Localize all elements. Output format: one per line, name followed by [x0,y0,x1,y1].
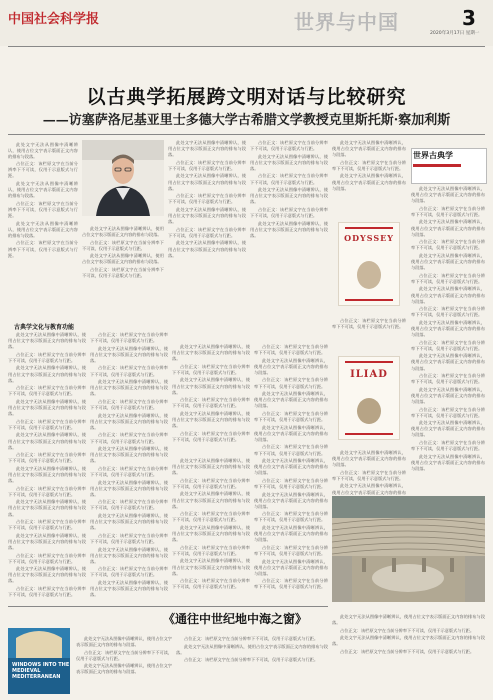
paragraph: 此处文字无法从图像中清晰辨认，使用占位文字表示版面正文内容的排布与段落。 [411,286,485,304]
paragraph: 占位正文：该栏原文字在当前分辨率下不可读，仅用于示意版式与行距。 [90,465,168,477]
paragraph: 此处文字无法从图像中清晰辨认，使用占位文字表示版面正文内容的排布与段落。 [168,173,246,191]
portrait-image [82,140,164,216]
paragraph: 占位正文：该栏原文字在当前分辨率下不可读，仅用于示意版式与行距。 [332,469,406,481]
paragraph: 此处文字无法从图像中清晰辨认，使用占位文字表示版面正文内容的排布与段落。 [254,558,328,576]
paragraph: 此处文字无法从图像中清晰辨认，使用占位文字表示版面正文内容的排布与段落。 [90,513,168,531]
paragraph: 占位正文：该栏原文字在当前分辨率下不可读，仅用于示意版式与行距。 [90,398,168,411]
paragraph: 此处文字无法从图像中清晰辨认，使用占位文字表示版面正文内容的排布与段落。 [332,614,485,626]
column-3-mid [172,344,250,444]
column-4-lower [254,344,328,604]
paragraph: 此处文字无法从图像中清晰辨认，使用占位文字表示版面正文内容的排布与段落。 [411,319,485,338]
paragraph: 此处文字无法从图像中清晰辨认，使用占位文字表示版面正文内容的排布与段落。 [332,635,485,647]
theater-photo [332,496,485,602]
paragraph: 此处文字无法从图像中清晰辨认，使用占位文字表示版面正文内容的排布与段落。 [172,524,250,543]
paragraph: 占位正文：该栏原文字在当前分辨率下不可读，仅用于示意版式与行距。 [8,485,86,497]
paragraph: 占位正文：该栏原文字在当前分辨率下不可读，仅用于示意版式与行距。 [411,272,485,284]
paragraph: 占位正文：该栏原文字在当前分辨率下不可读，仅用于示意版式与行距。 [90,499,168,511]
iliad-title: ILIAD [350,369,388,380]
paragraph: 占位正文：该栏原文字在当前分辨率下不可读，仅用于示意版式与行距。 [8,519,86,531]
column-3-lower [172,458,250,604]
paragraph: 此处文字无法从图像中清晰辨认，使用占位文字表示版面正文内容的排布与段落。 [90,379,168,397]
review-column-3 [332,614,485,696]
paragraph: 此处文字无法从图像中清晰辨认，使用占位文字表示版面正文内容的排布与段落。 [250,220,328,238]
paragraph: 此处文字无法从图像中清晰辨认，使用占位文字表示版面正文内容的排布与段落。 [172,410,250,429]
paragraph: 占位正文：该栏原文字在当前分辨率下不可读，仅用于示意版式与行距。 [172,363,250,375]
paragraph: 占位正文：该栏原文字在当前分辨率下不可读，仅用于示意版式与行距。 [90,365,168,377]
paragraph: 占位正文：该栏原文字在当前分辨率下不可读，仅用于示意版式与行距。 [172,544,250,556]
paragraph: 此处文字无法从图像中清晰辨认，使用占位文字表示版面正文内容的排布与段落。 [254,525,328,543]
paragraph: 此处文字无法从图像中清晰辨认，使用占位文字表示版面正文内容的排布与段落。 [168,240,246,258]
paragraph: 此处文字无法从图像中清晰辨认，使用占位文字表示版面正文内容的排布与段落。 [250,187,328,205]
paragraph: 此处文字无法从图像中清晰辨认，使用占位文字表示版面正文内容的排布与段落。 [8,499,86,517]
paragraph: 占位正文：该栏原文字在当前分辨率下不可读，仅用于示意版式与行距。 [172,430,250,442]
paragraph: 此处文字无法从图像中清晰辨认，使用占位文字表示版面正文内容的排布与段落。 [411,353,485,371]
subheadline: ——访塞萨洛尼基亚里士多德大学古希腊文学教授克里斯托斯·察加利斯 [42,113,451,128]
paragraph: 此处文字无法从图像中清晰辨认，使用占位文字表示版面正文内容的排布与段落。 [76,663,172,675]
paragraph: 占位正文：该栏原文字在当前分辨率下不可读，仅用于示意版式与行距。 [411,306,485,318]
paragraph: 占位正文：该栏原文字在当前分辨率下不可读，仅用于示意版式与行距。 [90,566,168,578]
paragraph: 此处文字无法从图像中清晰辨认，使用占位文字表示版面正文内容的排布与段落。 [8,566,86,584]
paragraph: 此处文字无法从图像中清晰辨认，使用占位文字表示版面正文内容的排布与段落。 [168,140,246,158]
paragraph: 此处文字无法从图像中清晰辨认，使用占位文字表示版面正文内容的排布与段落。 [172,491,250,509]
paragraph: 占位正文：该栏原文字在当前分辨率下不可读，仅用于示意版式与行距。 [184,636,319,641]
headline: 以古典学拓展跨文明对话与比较研究 [86,86,407,108]
section-title: 世界与中国 [294,10,399,34]
sidebar-accent-bar [413,164,461,167]
column-5-top [332,140,406,220]
paragraph: 占位正文：该栏原文字在当前分辨率下不可读，仅用于示意版式与行距。 [254,477,328,489]
paragraph: 此处文字无法从图像中清晰辨认，使用占位文字表示版面正文内容的排布与段落。 [411,219,485,237]
book-review-title: 《通往中世纪地中海之窗》 [163,612,308,626]
paragraph: 此处文字无法从图像中清晰辨认，使用占位文字表示版面正文内容的排布与段落。 [76,636,172,648]
paragraph: 占位正文：该栏原文字在当前分辨率下不可读，仅用于示意版式与行距。 [411,339,485,351]
column-4 [250,140,328,340]
paragraph: 此处文字无法从图像中清晰辨认，使用占位文字表示版面正文内容的排布与段落。 [332,173,406,191]
page-number: 3 [462,6,476,30]
paragraph: 此处文字无法从图像中清晰辨认，使用占位文字表示版面正文内容的排布与段落。 [8,465,86,484]
paragraph: 此处文字无法从图像中清晰辨认，使用占位文字表示版面正文内容的排布与段落。 [8,181,78,199]
paragraph: 占位正文：该栏原文字在当前分辨率下不可读，仅用于示意版式与行距。 [254,578,328,590]
paragraph: 此处文字无法从图像中清晰辨认，使用占位文字表示版面正文内容的排布与段落。 [168,206,246,225]
paragraph: 占位正文：该栏原文字在当前分辨率下不可读，仅用于示意版式与行距。 [90,532,168,544]
paragraph: 此处文字无法从图像中清晰辨认，使用占位文字表示版面正文内容的排布与段落。 [90,479,168,497]
paragraph: 占位正文：该栏原文字在当前分辨率下不可读，仅用于示意版式与行距。 [254,444,328,456]
paragraph: 占位正文：该栏原文字在当前分辨率下不可读，仅用于示意版式与行距。 [172,397,250,409]
paragraph: 此处文字无法从图像中清晰辨认，使用占位文字表示版面正文内容的排布与段落。 [176,643,328,655]
paragraph: 占位正文：该栏原文字在当前分辨率下不可读，仅用于示意版式与行距。 [172,511,250,523]
paragraph: 此处文字无法从图像中清晰辨认，使用占位文字表示版面正文内容的排布与段落。 [411,186,485,204]
paragraph: 占位正文：该栏原文字在当前分辨率下不可读，仅用于示意版式与行距。 [8,586,86,598]
paragraph: 占位正文：该栏原文字在当前分辨率下不可读，仅用于示意版式与行距。 [250,206,328,219]
column-5-mid [332,318,406,352]
paragraph: 此处文字无法从图像中清晰辨认，使用占位文字表示版面正文内容的排布与段落。 [8,332,86,350]
review-column-1 [76,636,172,696]
paragraph: 占位正文：该栏原文字在当前分辨率下不可读，仅用于示意版式与行距。 [8,351,86,363]
paragraph: 占位正文：该栏原文字在当前分辨率下不可读，仅用于示意版式与行距。 [8,385,86,397]
paragraph: 占位正文：该栏原文字在当前分辨率下不可读，仅用于示意版式与行距。 [168,226,246,238]
paragraph: 此处文字无法从图像中清晰辨认，使用占位文字表示版面正文内容的排布与段落。 [411,420,485,438]
odyssey-book-cover [338,222,400,306]
paragraph: 此处文字无法从图像中清晰辨认，使用占位文字表示版面正文内容的排布与段落。 [172,344,250,362]
paragraph: 此处文字无法从图像中清晰辨认，使用占位文字表示版面正文内容的排布与段落。 [8,398,86,417]
paragraph: 此处文字无法从图像中清晰辨认，使用占位文字表示版面正文内容的排布与段落。 [411,386,485,404]
paragraph: 占位正文：该栏原文字在当前分辨率下不可读，仅用于示意版式与行距。 [8,552,86,564]
odyssey-title: ODYSSEY [344,233,394,243]
column-1 [8,140,78,320]
paragraph: 此处文字无法从图像中清晰辨认，使用占位文字表示版面正文内容的排布与段落。 [82,226,164,238]
paragraph: 占位正文：该栏原文字在当前分辨率下不可读，仅用于示意版式与行距。 [332,159,406,171]
paragraph: 此处文字无法从图像中清晰辨认，使用占位文字表示版面正文内容的排布与段落。 [250,153,328,171]
paragraph: 占位正文：该栏原文字在当前分辨率下不可读，仅用于示意版式与行距。 [8,240,78,258]
bottom-rule [8,606,328,607]
paragraph: 占位正文：该栏原文字在当前分辨率下不可读，仅用于示意版式与行距。 [340,627,475,633]
paragraph: 此处文字无法从图像中清晰辨认，使用占位文字表示版面正文内容的排布与段落。 [254,391,328,409]
paragraph: 占位正文：该栏原文字在当前分辨率下不可读，仅用于示意版式与行距。 [168,159,246,171]
paragraph: 占位正文：该栏原文字在当前分辨率下不可读，仅用于示意版式与行距。 [254,344,328,356]
masthead-rule [8,46,485,47]
column-6 [411,186,485,492]
paragraph: 占位正文：该栏原文字在当前分辨率下不可读，仅用于示意版式与行距。 [340,648,475,654]
paragraph: 占位正文：该栏原文字在当前分辨率下不可读，仅用于示意版式与行距。 [250,173,328,185]
paragraph: 占位正文：该栏原文字在当前分辨率下不可读，仅用于示意版式与行距。 [168,193,246,205]
paragraph: 占位正文：该栏原文字在当前分辨率下不可读，仅用于示意版式与行距。 [76,649,172,661]
paragraph: 占位正文：该栏原文字在当前分辨率下不可读，仅用于示意版式与行距。 [8,452,86,464]
paragraph: 占位正文：该栏原文字在当前分辨率下不可读，仅用于示意版式与行距。 [411,373,485,385]
paragraph: 占位正文：该栏原文字在当前分辨率下不可读，仅用于示意版式与行距。 [254,410,328,423]
paragraph: 此处文字无法从图像中清晰辨认，使用占位文字表示版面正文内容的排布与段落。 [172,377,250,395]
sidebar-title: 世界古典学 [413,151,453,160]
paragraph: 此处文字无法从图像中清晰辨认，使用占位文字表示版面正文内容的排布与段落。 [172,558,250,576]
paragraph: 此处文字无法从图像中清晰辨认，使用占位文字表示版面正文内容的排布与段落。 [90,546,168,564]
newspaper-logo: 中国社会科学报 [8,12,100,27]
paragraph: 此处文字无法从图像中清晰辨认，使用占位文字表示版面正文内容的排布与段落。 [254,357,328,375]
paragraph: 占位正文：该栏原文字在当前分辨率下不可读，仅用于示意版式与行距。 [250,140,328,152]
paragraph: 此处文字无法从图像中清晰辨认，使用占位文字表示版面正文内容的排布与段落。 [90,412,168,430]
paragraph: 此处文字无法从图像中清晰辨认，使用占位文字表示版面正文内容的排布与段落。 [8,365,86,383]
paragraph: 此处文字无法从图像中清晰辨认，使用占位文字表示版面正文内容的排布与段落。 [172,458,250,476]
paragraph: 占位正文：该栏原文字在当前分辨率下不可读，仅用于示意版式与行距。 [411,406,485,418]
paragraph: 此处文字无法从图像中清晰辨认，使用占位文字表示版面正文内容的排布与段落。 [411,252,485,271]
paragraph: 占位正文：该栏原文字在当前分辨率下不可读，仅用于示意版式与行距。 [8,418,86,430]
section-heading-1: 古典学文化与教育功能 [14,324,75,331]
paragraph: 占位正文：该栏原文字在当前分辨率下不可读，仅用于示意版式与行距。 [411,239,485,251]
paragraph: 此处文字无法从图像中清晰辨认，使用占位文字表示版面正文内容的排布与段落。 [254,458,328,476]
portrait-photo [82,140,164,216]
paragraph: 占位正文：该栏原文字在当前分辨率下不可读，仅用于示意版式与行距。 [184,657,319,663]
paragraph: 占位正文：该栏原文字在当前分辨率下不可读，仅用于示意版式与行距。 [82,239,164,251]
paragraph: 此处文字无法从图像中清晰辨认，使用占位文字表示版面正文内容的排布与段落。 [254,491,328,509]
paragraph: 占位正文：该栏原文字在当前分辨率下不可读，仅用于示意版式与行距。 [254,544,328,556]
paragraph: 此处文字无法从图像中清晰辨认，使用占位文字表示版面正文内容的排布与段落。 [332,450,406,468]
paragraph: 此处文字无法从图像中清晰辨认，使用占位文字表示版面正文内容的排布 [332,483,406,495]
iliad-book-cover [338,356,400,440]
paragraph: 此处文字无法从图像中清晰辨认，使用占位文字表示版面正文内容的排布与段落。 [90,345,168,363]
paragraph: 占位正文：该栏原文字在当前分辨率下不可读，仅用于示意版式与行距。 [332,318,406,330]
review-column-2 [176,636,328,696]
paragraph: 此处文字无法从图像中清晰辨认，使用占位文字表示版面正文内容的排布与段落。 [90,446,168,464]
paragraph: 此处文字无法从图像中清晰辨认，使用占位文字表示版面正文内容的排布与段落。 [8,532,86,550]
cover-title: WINDOWS INTO THE MEDIEVAL MEDITERRANEAN [12,662,70,680]
cover-art [8,628,70,694]
paragraph: 占位正文：该栏原文字在当前分辨率下不可读，仅用于示意版式与行距。 [8,161,78,179]
headline-rule [8,134,485,135]
paragraph: 占位正文：该栏原文字在当前分辨率下不可读，仅用于示意版式与行距。 [82,267,164,279]
paragraph: 此处文字无法从图像中清晰辨认，使用占位文字表示版面正文内容的排布与段落。 [411,453,485,471]
paragraph: 占位正文：该栏原文字在当前分辨率下不可读，仅用于示意版式与行距。 [172,578,250,590]
paragraph: 此处文字无法从图像中清晰辨认，使用占位文字表示版面正文内容的排布与段落。 [90,579,168,598]
column-2-top [82,226,164,320]
paragraph: 占位正文：该栏原文字在当前分辨率下不可读，仅用于示意版式与行距。 [254,377,328,389]
paragraph: 占位正文：该栏原文字在当前分辨率下不可读，仅用于示意版式与行距。 [411,440,485,452]
issue-date: 2020年3月17日 星期一 [430,31,480,36]
paragraph: 此处文字无法从图像中清晰辨认，使用占位文字表示版面正文内容的排布与段落。 [82,253,164,265]
paragraph: 占位正文：该栏原文字在当前分辨率下不可读，仅用于示意版式与行距。 [254,511,328,523]
column-3 [168,140,246,340]
paragraph: 此处文字无法从图像中清晰辨认，使用占位文字表示版面正文内容的排布与段落。 [332,140,406,158]
paragraph: 此处文字无法从图像中清晰辨认，使用占位文字表示版面正文内容的排布与段落。 [8,220,78,238]
book-review-cover [8,628,70,694]
paragraph: 占位正文：该栏原文字在当前分辨率下不可读，仅用于示意版式与行距。 [90,332,168,344]
paragraph: 占位正文：该栏原文字在当前分辨率下不可读，仅用于示意版式与行距。 [411,205,485,217]
paragraph: 此处文字无法从图像中清晰辨认，使用占位文字表示版面正文内容的排布与段落。 [8,432,86,450]
paragraph: 此处文字无法从图像中清晰辨认，使用占位文字表示版面正文内容的排布与段落。 [8,141,78,159]
ancient-theater-image [332,496,485,602]
masthead [0,0,493,46]
paragraph: 此处文字无法从图像中清晰辨认，使用占位文字表示版面正文内容的排布与段落。 [254,424,328,442]
paragraph: 占位正文：该栏原文字在当前分辨率下不可读，仅用于示意版式与行距。 [90,432,168,444]
column-2-lower [90,332,168,604]
paragraph: 占位正文：该栏原文字在当前分辨率下不可读，仅用于示意版式与行距。 [8,200,78,219]
paragraph: 占位正文：该栏原文字在当前分辨率下不可读，仅用于示意版式与行距。 [172,477,250,489]
column-1-lower [8,332,86,604]
